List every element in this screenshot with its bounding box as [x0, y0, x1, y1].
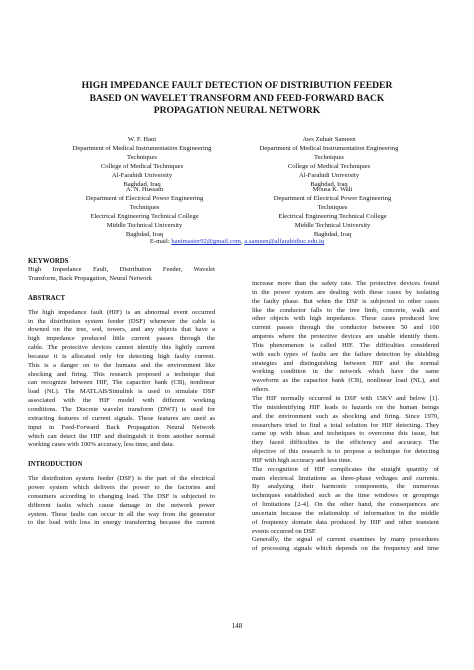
keywords-heading: KEYWORDS [28, 258, 69, 265]
text-line: in the distribution system feeder (DSF) whenever the cable is [28, 317, 215, 325]
author-affiliation-line: Techniques [314, 153, 344, 161]
author-affiliation-line: Baghdad, Iraq [310, 180, 348, 188]
text-line: working condition in the network which have the same [252, 368, 439, 376]
text-line: Transform, Back Propagation, Neural Network [28, 274, 152, 282]
text-line: working cases with 100% accuracy, less time, and data. [28, 441, 175, 449]
right-column [252, 280, 439, 554]
author-affiliation-line: Department of Electrical Power Engineering [85, 194, 204, 202]
text-line: amperes where the protective devices are unable identify them. [252, 333, 439, 341]
text-line: extracting features of current signals. These features are used as [28, 414, 215, 422]
text-line: current passes through the conductor between 50 and 100 [252, 324, 439, 332]
email-link-hani[interactable]: hanimaster92@gmail.com [171, 238, 241, 245]
author-affiliation-line: Techniques [127, 153, 157, 161]
author-name: A. N. Hussain [125, 186, 164, 193]
text-line: can recognize between HIF, The capacitor bank (CB), nonlinear [28, 379, 215, 387]
text-line: in the power system are dealing with these cases by isolating [252, 288, 439, 296]
text-line: cable. The protective devices cannot identify this lightly current [28, 344, 215, 352]
text-line: By analyzing their harmonic components, the numerous [252, 483, 439, 491]
intro-paragraph-3 [252, 466, 439, 537]
intro-paragraph-4 [252, 536, 439, 554]
text-line: of frequency domain data produced by HIF and other transient [252, 518, 439, 526]
intro-paragraph-2 [252, 395, 439, 466]
abstract-text [28, 309, 215, 451]
text-line: others. [252, 386, 270, 394]
text-line: researchers tried to find a total solution for HIF detecting. They [252, 421, 439, 429]
text-line: The high impedance fault (HIF) is an abnormal event occurred [28, 308, 215, 316]
text-line: different faults which cause damage in the network power [28, 501, 215, 509]
text-line: which can detect the HIF and distinguish it from another normal [28, 432, 215, 440]
text-line: This is a danger on to the humans and the environment like [28, 361, 215, 369]
text-line: load (NL). The MATLAB/Simulink is used to simulate DSF [28, 388, 215, 396]
email-label: E-mail: [149, 238, 172, 245]
author-affiliation-line: Baghdad, Iraq [313, 230, 352, 238]
text-line: High Impedance Fault, Distribution Feeder, Wavelet [28, 266, 215, 273]
text-line: objective of this research is to propose a technique for detecting [252, 448, 439, 456]
text-line: power system which delivers the power to the factories and [28, 484, 215, 492]
text-line: main electrical limitations as three-phase voltages and currents. [252, 474, 439, 482]
text-line: input in Feed-Forward Back Propagation Neural Network [28, 423, 215, 431]
text-line: came up with ideas and techniques to overcome this issue, but [252, 430, 439, 438]
author-name: Aws Zuhair Sameen [302, 136, 356, 143]
author-affiliation-line: Middle Technical University [294, 221, 371, 229]
email-link-sameen[interactable]: a.sameen@alfarahidiuc.edu.iq [244, 238, 325, 245]
author-affiliation-line: Electrical Engineering Technical College [278, 212, 387, 220]
left-column [28, 257, 215, 528]
introduction-text [28, 475, 215, 528]
text-line: system. These faults can occur in all the way from the generator [28, 510, 215, 518]
text-line: This phenomenon is called HIF. The difficulties considered [252, 341, 439, 349]
author-block-hani [57, 136, 227, 189]
text-line: other objects with high impedance. These cases produced low [252, 315, 439, 323]
email-separator: , [240, 238, 245, 245]
text-line: shocking and firing. This research proposed a technique that [28, 370, 215, 378]
intro-paragraph-1 [252, 280, 439, 395]
text-line: strategies and distinguishing between HIF and the normal [252, 359, 439, 367]
abstract-heading: ABSTRACT [28, 294, 66, 302]
title-line: PROPAGATION NEURAL NETWORK [153, 105, 321, 116]
author-block-wali [250, 186, 415, 239]
keywords-text [28, 266, 215, 284]
text-line: of processing signals which depends on the frequency and time [252, 545, 439, 553]
author-affiliation-line: Al-Farahidi University [298, 171, 360, 179]
text-line: The HIF normally occurred in DSF with 15KV and below [1]. [252, 394, 439, 402]
text-line: waveform as the capacitor bank (CB), nonlinear load (NL), and [252, 377, 439, 385]
text-line: high impedance produced little current passes through the [28, 335, 215, 343]
text-line: The misidentifying HIF leads to hazards on the human beings [252, 403, 439, 411]
author-affiliation-line: Baghdad, Iraq [125, 230, 164, 238]
author-affiliation-line: Al-Farahidi University [111, 171, 173, 179]
text-line: increase more than the safety rate. The protective devices found [252, 280, 439, 287]
text-line: The distribution system feeder (DSF) is the part of the electrical [28, 475, 215, 483]
text-line: uncertain because the relationship of information in the middle [252, 509, 439, 517]
text-line: conditions. The Discrete wavelet transform (DWT) is used for [28, 405, 215, 413]
text-line: events occurred on DSF. [252, 527, 317, 535]
title-line: HIGH IMPEDANCE FAULT DETECTION OF DISTRIBUTION FEEDER [81, 80, 393, 91]
text-line: consumers according to changing load. The DSF is subjected to [28, 492, 215, 500]
text-line: HIF with high accuracy and less time. [252, 456, 353, 464]
text-line: they faced difficulties in the efficiency and accuracy. The [252, 439, 439, 447]
text-line: and the environment such as shocking and firing. Since 1970, [252, 412, 439, 420]
title-line: BASED ON WAVELET TRANSFORM AND FEED-FORWARD BACK [89, 92, 385, 104]
author-affiliation-line: Baghdad, Iraq [123, 180, 161, 188]
author-block-hussain [62, 186, 227, 239]
introduction-heading: INTRODUCTION [28, 461, 83, 469]
author-name: Mousa K. Wali [312, 186, 353, 193]
author-affiliation-line: Techniques [129, 203, 160, 211]
text-line: of limitations [2-4]. On the other hand, the consequences are [252, 501, 439, 509]
author-block-sameen [244, 136, 414, 189]
author-affiliation-line: Department of Medical Instrumentation Engineering [72, 144, 212, 152]
text-line: with such types of faults are the failure detection by shielding [252, 350, 439, 358]
text-line: associated with the HIF model with different working [28, 397, 215, 405]
author-affiliation-line: Department of Medical Instrumentation Engineering [259, 144, 399, 152]
text-line: downed on the tree, sod, towers, and any objects that have a [28, 326, 215, 334]
text-line: The recognition of HIF complicates the straight quantity of [252, 465, 439, 473]
text-line: techniques established such as the time windows or groupings [252, 492, 439, 500]
author-affiliation-line: Middle Technical University [106, 221, 183, 229]
text-line: because it is allocated only for detecting high faulty current. [28, 352, 215, 360]
paper-title [40, 80, 434, 118]
page-number: 148 [231, 622, 243, 630]
author-affiliation-line: Techniques [317, 203, 348, 211]
text-line: to the load with loss in energy transferring because the current [28, 519, 215, 527]
author-affiliation-line: College of Medical Techniques [100, 162, 184, 170]
author-name: W. F. Hani [127, 136, 157, 143]
text-line: Generally, the signal of current examines by many procedures [252, 536, 439, 544]
author-affiliation-line: Electrical Engineering Technical College [90, 212, 199, 220]
author-affiliation-line: Department of Electrical Power Engineering [273, 194, 392, 202]
text-line: like the conductor falls to the tree limb, concrete, walk and [252, 306, 439, 314]
email-line [40, 237, 434, 246]
author-affiliation-line: College of Medical Techniques [287, 162, 371, 170]
text-line: the faulty phase. But when the DSF is subjected to other cases [252, 297, 439, 305]
